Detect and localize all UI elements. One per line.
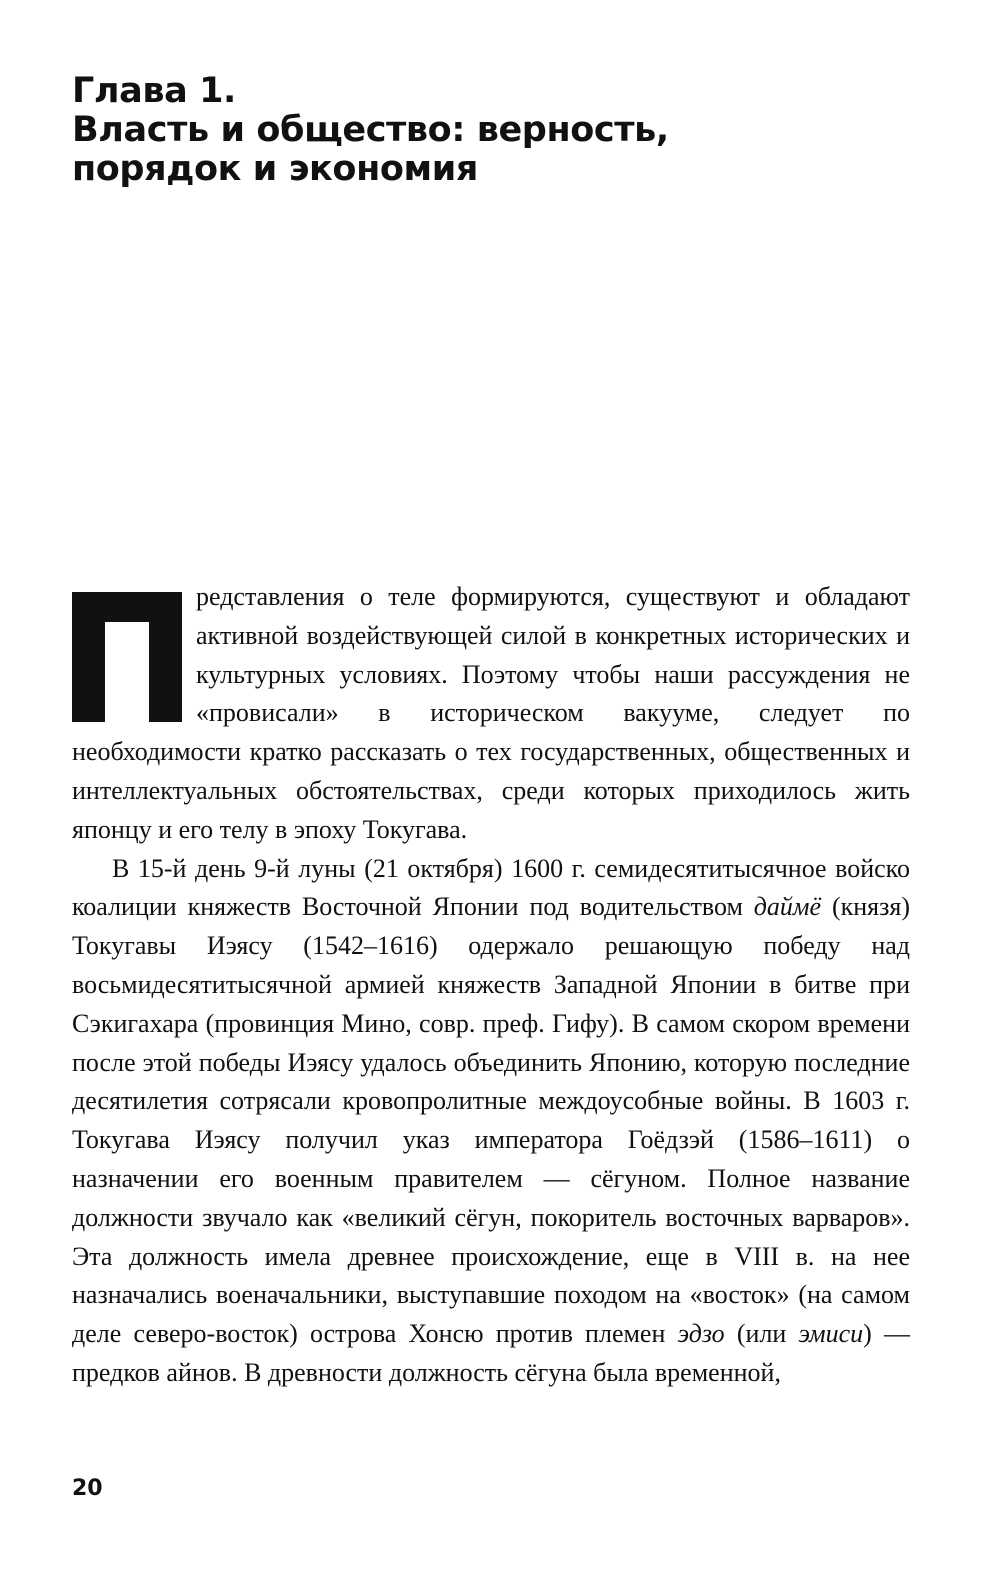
paragraph-2	[72, 850, 910, 1393]
intro-text: редставления о теле формируются, существуют и обладают активной воздействующей силой в конкретных исторических и культурных условиях. Поэтому чтобы наши рассуждения не «провисали» в историческом вакууме, следует по необходимости кратко рассказать о тех государственных, общественных и интеллектуальных обстоятельствах, среди которых приходилось жить японцу и его телу в эпоху Токугава.	[72, 582, 910, 844]
paragraph-2-text-3: (или	[724, 1319, 799, 1349]
chapter-title-line-3: порядок и экономия	[72, 149, 478, 189]
page-number: 20	[72, 1476, 103, 1501]
term-edzo: эдзо	[677, 1319, 725, 1349]
paragraph-2-text-2: (князя) Токугавы Иэясу (1542–1616) одержало решающую победу над восьмидесятитысячной армией княжеств Западной Японии в битве при Сэкигахара (провинция Мино, совр. преф. Гифу). В самом скором времени после этой победы Иэясу удалось объединить Японию, которую последние десятилетия сотрясали кровопролитные междоусобные войны. В 1603 г. Токугава Иэясу получил указ императора Гоёдзэй (1586–1611) о назначении его военным правителем — сёгуном. Полное название должности звучало как «великий сёгун, покоритель восточных варваров». Эта должность имела древнее происхождение, еще в VIII в. на нее назначались военачальники, выступавшие походом на «восток» (на самом деле северо-восток) острова Хонсю против племен	[72, 892, 910, 1349]
drop-cap-letter	[72, 722, 73, 723]
chapter-title-line-2: Власть и общество: верность,	[72, 110, 669, 150]
paragraph-2-text-1: В 15-й день 9-й луны (21 октября) 1600 г. семидесятитысячное войско коалиции княжеств Восточной Японии под водительством	[72, 853, 910, 922]
chapter-title	[72, 72, 832, 189]
body-text	[72, 578, 910, 1393]
term-daimyo: даймё	[753, 892, 822, 922]
drop-cap	[72, 592, 182, 722]
chapter-title-line-1: Глава 1.	[72, 71, 236, 111]
intro-paragraph	[72, 578, 910, 850]
term-emisi: эмиси	[798, 1319, 864, 1349]
paragraph-2-text-4: ) — предков айнов. В древности должность сёгуна была временной,	[72, 1319, 910, 1387]
drop-cap-glyph	[72, 592, 182, 722]
